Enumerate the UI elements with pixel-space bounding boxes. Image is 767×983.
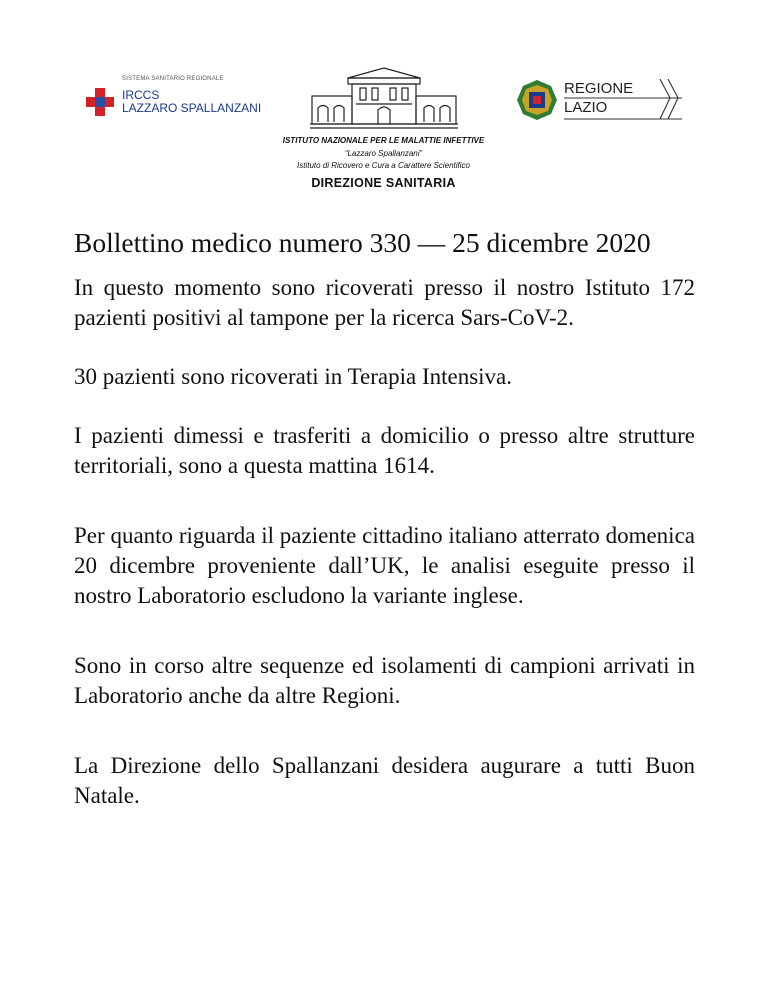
paragraph-greetings: La Direzione dello Spallanzani desidera augurare a tutti Buon Natale. [74, 753, 695, 808]
regione-lazio-logo [516, 79, 681, 123]
logo-lines-icon [564, 79, 682, 121]
red-cross-icon [84, 86, 116, 118]
paragraph-uk-variant: Per quanto riguarda il paziente cittadino italiano atterrato domenica 20 dicembre proveniente dall’UK, le analisi eseguite presso il nostro Laboratorio escludono la variante inglese. [74, 523, 695, 608]
institute-description: Istituto di Ricovero e Cura a Carattere Scientifico [297, 161, 470, 170]
regional-system-label: SISTEMA SANITARIO REGIONALE [122, 76, 224, 82]
letterhead [0, 0, 767, 205]
regione-label: REGIONE [564, 80, 634, 97]
institute-subname: “Lazzaro Spallanzani” [344, 149, 423, 158]
bulletin-title: Bollettino medico numero 330 — 25 dicembre 2020 [74, 227, 651, 258]
department-label: DIREZIONE SANITARIA [311, 176, 456, 190]
irccs-label: IRCCS [122, 88, 160, 102]
spallanzani-logo [84, 76, 269, 126]
paragraph-patients: In questo momento sono ricoverati presso il nostro Istituto 172 pazienti positivi al tampone per la ricerca Sars-CoV-2. [74, 275, 695, 330]
bulletin-body [74, 226, 695, 811]
regional-emblem-icon [516, 79, 558, 121]
institute-building-icon [310, 66, 458, 130]
spallanzani-label: LAZZARO SPALLANZANI [122, 101, 262, 115]
lazio-label: LAZIO [564, 99, 608, 116]
paragraph-discharged: I pazienti dimessi e trasferiti a domicilio o presso altre strutture territoriali, sono a questa mattina 1614. [74, 423, 695, 478]
institute-name: ISTITUTO NAZIONALE PER LE MALATTIE INFETTIVE [282, 136, 485, 145]
paragraph-intensive-care: 30 pazienti sono ricoverati in Terapia Intensiva. [74, 364, 513, 389]
paragraph-sequencing: Sono in corso altre sequenze ed isolamenti di campioni arrivati in Laboratorio anche da altre Regioni. [74, 653, 695, 708]
